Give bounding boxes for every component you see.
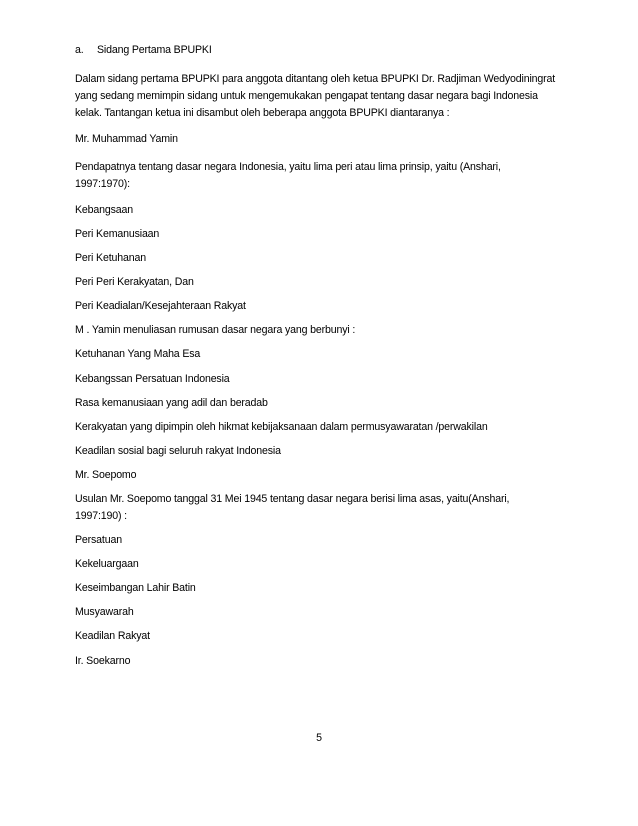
yamin-written-item-2: Kebangssan Persatuan Indonesia <box>75 373 230 385</box>
yamin-written-item-5: Keadilan sosial bagi seluruh rakyat Indonesia <box>75 445 281 457</box>
page-number: 5 <box>316 732 322 744</box>
soepomo-name: Mr. Soepomo <box>75 469 137 481</box>
yamin-opinion-line-2: 1997:1970): <box>75 178 130 190</box>
section-heading <box>75 42 575 59</box>
soepomo-principle-1: Persatuan <box>75 534 122 546</box>
yamin-written-intro: M . Yamin menuliasan rumusan dasar negara yang berbunyi : <box>75 324 356 336</box>
yamin-name: Mr. Muhammad Yamin <box>75 133 178 145</box>
soepomo-principle-3: Keseimbangan Lahir Batin <box>75 582 196 594</box>
yamin-principle-5: Peri Keadialan/Kesejahteraan Rakyat <box>75 300 246 312</box>
intro-line-2: yang sedang memimpin sidang untuk mengemukakan pengapat tentang dasar negara bagi Indonesia <box>75 90 538 102</box>
yamin-written-item-3: Rasa kemanusiaan yang adil dan beradab <box>75 397 268 409</box>
yamin-principle-4: Peri Peri Kerakyatan, Dan <box>75 276 194 288</box>
intro-line-1: Dalam sidang pertama BPUPKI para anggota ditantang oleh ketua BPUPKI Dr. Radjiman Wedyodiningrat <box>75 73 556 85</box>
section-marker: a. <box>75 44 84 56</box>
soepomo-proposal-line-2: 1997:190) : <box>75 510 127 522</box>
soepomo-proposal-line-1: Usulan Mr. Soepomo tanggal 31 Mei 1945 tentang dasar negara berisi lima asas, yaitu(Anshari, <box>75 493 510 505</box>
section-title: Sidang Pertama BPUPKI <box>97 44 212 56</box>
yamin-written-item-4: Kerakyatan yang dipimpin oleh hikmat kebijaksanaan dalam permusyawaratan /perwakilan <box>75 421 488 433</box>
intro-line-3: kelak. Tantangan ketua ini disambut oleh beberapa anggota BPUPKI diantaranya : <box>75 107 450 119</box>
yamin-written-item-1: Ketuhanan Yang Maha Esa <box>75 348 201 360</box>
soekarno-name: Ir. Soekarno <box>75 655 131 667</box>
soepomo-principle-4: Musyawarah <box>75 606 134 618</box>
soepomo-principle-2: Kekeluargaan <box>75 558 139 570</box>
yamin-principle-3: Peri Ketuhanan <box>75 252 146 264</box>
yamin-opinion-line-1: Pendapatnya tentang dasar negara Indonesia, yaitu lima peri atau lima prinsip, yaitu (Anshari, <box>75 161 501 173</box>
yamin-principle-1: Kebangsaan <box>75 204 133 216</box>
soepomo-principle-5: Keadilan Rakyat <box>75 630 150 642</box>
yamin-principle-2: Peri Kemanusiaan <box>75 228 160 240</box>
